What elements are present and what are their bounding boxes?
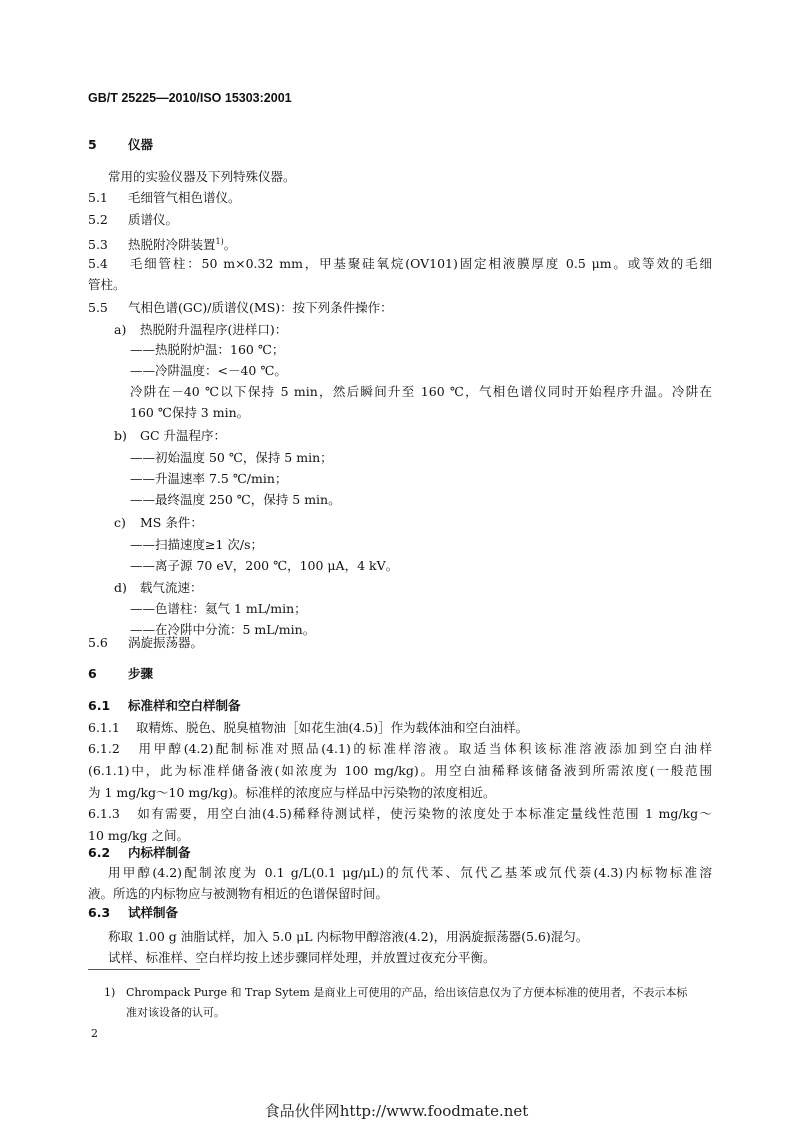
item-b: b) GC 升温程序： — [114, 428, 227, 443]
item-6-1-1: 6.1.1 取精炼、脱色、脱臭植物油［如花生油(4.5)］作为载体油和空白油样。 — [88, 720, 529, 735]
document-header: GB/T 25225—2010/ISO 15303:2001 — [88, 91, 292, 105]
item-c: c) MS 条件： — [114, 515, 203, 530]
item-6-1-3-line-1: 6.1.3 如有需要，用空白油(4.5)稀释待测试样，使污染物的浓度处于本标准定量线性范围 1 mg/kg～ — [88, 806, 712, 821]
item-a-dash-2: ——冷阱温度：<－40 ℃。 — [130, 363, 287, 378]
section-6-2-heading: 6.2 内标样制备 — [88, 845, 191, 860]
footnote-line-1: 1) Chrompack Purge 和 Trap Sytem 是商业上可使用的产品，给出该信息仅为了方便本标准的使用者，不表示本标 — [104, 986, 688, 999]
section-6-3-heading: 6.3 试样制备 — [88, 905, 179, 920]
item-5-3: 5.3 热脱附冷阱装置$^{1)}$。 — [88, 237, 237, 253]
item-d: d) 载气流速： — [114, 580, 203, 595]
section-6-1-heading: 6.1 标准样和空白样制备 — [88, 698, 241, 713]
item-5-6: 5.6 涡旋振荡器。 — [88, 635, 204, 650]
footnote-divider — [88, 969, 200, 970]
footnote-line-2: 准对该设备的认可。 — [126, 1006, 225, 1019]
footnote-ref: 1) — [215, 237, 224, 246]
item-5-1: 5.1 毛细管气相色谱仪。 — [88, 190, 241, 205]
item-6-1-2-line-2: (6.1.1)中，此为标准样储备液(如浓度为 100 mg/kg)。用空白油稀释该储备液到所需浓度(一般范围 — [88, 763, 712, 778]
section-6-heading: 6 步骤 — [88, 666, 154, 681]
section-6-3-line-2: 试样、标准样、空白样均按上述步骤同样处理，并放置过夜充分平衡。 — [108, 950, 496, 965]
item-a: a) 热脱附升温程序(进样口)： — [114, 322, 288, 337]
item-d-dash-2: ——在冷阱中分流：5 mL/min。 — [130, 622, 316, 637]
item-5-5: 5.5 气相色谱(GC)/质谱仪(MS)：按下列条件操作： — [88, 300, 393, 315]
item-c-dash-1: ——扫描速度≥1 次/s； — [130, 537, 264, 552]
section-5-heading: 5 仪器 — [88, 137, 154, 152]
item-6-1-3-line-2: 10 mg/kg 之间。 — [88, 828, 189, 843]
page-number: 2 — [91, 1027, 98, 1040]
item-b-dash-3: ——最终温度 250 ℃，保持 5 min。 — [130, 492, 341, 507]
item-5-4-cont: 管柱。 — [88, 277, 126, 292]
item-a-para-1: 冷阱在－40 ℃以下保持 5 min，然后瞬间升至 160 ℃，气相色谱仪同时开始程序升温。冷阱在 — [130, 384, 712, 399]
item-5-2: 5.2 质谱仪。 — [88, 212, 179, 227]
item-d-dash-1: ——色谱柱：氦气 1 mL/min； — [130, 601, 307, 616]
section-6-2-line-2: 液。所选的内标物应与被测物有相近的色谱保留时间。 — [88, 886, 389, 901]
section-6-2-line-1: 用甲醇(4.2)配制浓度为 0.1 g/L(0.1 μg/μL)的氘代苯、氘代乙基苯或氘代萘(4.3)内标物标准溶 — [108, 865, 712, 880]
item-6-1-2-line-1: 6.1.2 用甲醇(4.2)配制标准对照品(4.1)的标准样溶液。取适当体积该标准溶液添加到空白油样 — [88, 741, 712, 756]
item-a-para-2: 160 ℃保持 3 min。 — [130, 405, 250, 420]
item-b-dash-2: ——升温速率 7.5 ℃/min； — [130, 471, 288, 486]
watermark: 食品伙伴网http://www.foodmate.net — [264, 1102, 529, 1120]
item-c-dash-2: ——离子源 70 eV，200 ℃，100 μA，4 kV。 — [130, 558, 399, 573]
section-6-3-line-1: 称取 1.00 g 油脂试样，加入 5.0 μL 内标物甲醇溶液(4.2)，用涡旋振荡器(5.6)混匀。 — [108, 929, 589, 944]
item-6-1-2-line-3: 为 1 mg/kg～10 mg/kg)。标准样的浓度应与样品中污染物的浓度相近。 — [88, 785, 496, 800]
section-5-intro: 常用的实验仪器及下列特殊仪器。 — [108, 169, 296, 184]
item-a-dash-1: ——热脱附炉温：160 ℃； — [130, 342, 285, 357]
item-b-dash-1: ——初始温度 50 ℃，保持 5 min； — [130, 450, 333, 465]
item-5-4: 5.4 毛细管柱：50 m×0.32 mm，甲基聚硅氧烷(OV101)固定相液膜厚度 0.5 μm。或等效的毛细 — [88, 256, 712, 271]
